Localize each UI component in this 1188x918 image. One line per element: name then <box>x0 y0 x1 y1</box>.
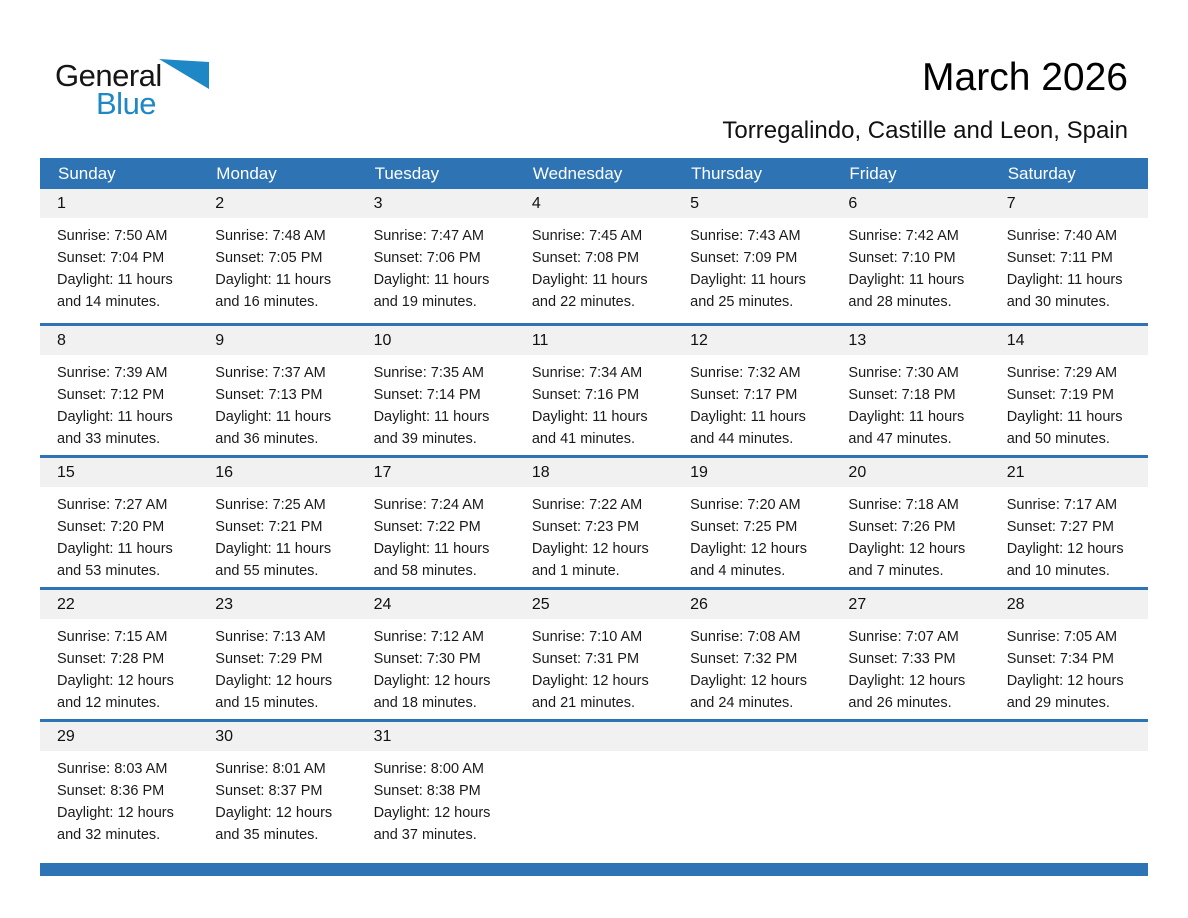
sunset-text: Sunset: 7:28 PM <box>57 651 165 667</box>
empty-number-band <box>831 722 989 751</box>
day-number: 26 <box>673 590 831 619</box>
sunrise-text: Sunrise: 7:25 AM <box>215 497 326 513</box>
sunset-text: Sunset: 7:17 PM <box>690 387 798 403</box>
daylight-text-line1: Daylight: 11 hours <box>531 409 648 425</box>
day-cell <box>40 326 198 455</box>
day-cell <box>831 326 989 455</box>
day-cell <box>198 458 356 587</box>
sunset-text: Sunset: 7:06 PM <box>373 250 481 266</box>
sunset-text: Sunset: 7:27 PM <box>1006 519 1114 535</box>
daylight-text-line2: and 15 minutes. <box>215 695 319 711</box>
sunset-text: Sunset: 8:36 PM <box>57 783 165 799</box>
daylight-text-line2: and 16 minutes. <box>215 294 319 310</box>
weekday-tuesday: Tuesday <box>374 163 440 183</box>
sunrise-text: Sunrise: 7:07 AM <box>848 629 959 645</box>
sunset-text: Sunset: 7:11 PM <box>1006 250 1113 266</box>
sunrise-text: Sunrise: 8:03 AM <box>57 761 168 777</box>
day-number: 3 <box>357 189 515 218</box>
daylight-text-line2: and 33 minutes. <box>57 431 161 447</box>
day-number: 5 <box>673 189 831 218</box>
daylight-text-line2: and 4 minutes. <box>690 563 786 579</box>
calendar-table <box>40 158 1148 851</box>
day-details <box>673 355 831 450</box>
day-number: 24 <box>357 590 515 619</box>
day-cell <box>990 458 1148 587</box>
empty-day-cell <box>673 722 831 851</box>
general-blue-logo <box>55 58 275 122</box>
sunset-text: Sunset: 8:37 PM <box>215 783 323 799</box>
daylight-text-line1: Daylight: 12 hours <box>373 805 491 821</box>
daylight-text-line2: and 1 minute. <box>531 563 620 579</box>
day-details <box>357 355 515 450</box>
daylight-text-line2: and 32 minutes. <box>57 827 161 843</box>
weekday-friday: Friday <box>849 163 897 183</box>
day-cell <box>357 189 515 323</box>
daylight-text-line1: Daylight: 12 hours <box>215 673 333 689</box>
day-cell <box>198 722 356 851</box>
daylight-text-line1: Daylight: 12 hours <box>531 673 649 689</box>
month-title: March 2026 <box>922 56 1128 99</box>
daylight-text-line1: Daylight: 12 hours <box>531 541 649 557</box>
week-row <box>40 455 1148 587</box>
daylight-text-line2: and 55 minutes. <box>215 563 319 579</box>
sunset-text: Sunset: 7:12 PM <box>57 387 165 403</box>
sunset-text: Sunset: 7:14 PM <box>373 387 481 403</box>
sunrise-text: Sunrise: 7:15 AM <box>57 629 168 645</box>
day-number: 2 <box>198 189 356 218</box>
location-subtitle: Torregalindo, Castille and Leon, Spain <box>722 117 1128 144</box>
sunset-text: Sunset: 7:10 PM <box>848 250 956 266</box>
day-details <box>198 619 356 714</box>
day-cell <box>515 590 673 719</box>
day-details <box>357 619 515 714</box>
logo-triangle-icon <box>159 59 209 94</box>
day-cell <box>673 326 831 455</box>
empty-number-band <box>673 722 831 751</box>
day-number: 28 <box>990 590 1148 619</box>
weekday-sunday: Sunday <box>58 163 116 183</box>
sunset-text: Sunset: 7:19 PM <box>1006 387 1114 403</box>
daylight-text-line2: and 22 minutes. <box>531 294 636 310</box>
empty-day-cell <box>831 722 989 851</box>
day-number: 17 <box>357 458 515 487</box>
day-cell <box>673 189 831 323</box>
day-number: 16 <box>198 458 356 487</box>
day-cell <box>198 189 356 323</box>
day-number: 29 <box>40 722 198 751</box>
sunrise-text: Sunrise: 8:00 AM <box>373 761 484 777</box>
day-details <box>990 355 1148 450</box>
sunrise-text: Sunrise: 7:10 AM <box>531 629 643 645</box>
day-details <box>831 355 989 450</box>
daylight-text-line1: Daylight: 11 hours <box>848 409 965 425</box>
day-number: 7 <box>990 189 1148 218</box>
sunset-text: Sunset: 7:25 PM <box>690 519 798 535</box>
daylight-text-line1: Daylight: 11 hours <box>57 272 173 288</box>
calendar-bottom-bar <box>40 863 1148 876</box>
daylight-text-line1: Daylight: 12 hours <box>690 541 808 557</box>
sunset-text: Sunset: 7:30 PM <box>373 651 481 667</box>
daylight-text-line1: Daylight: 12 hours <box>373 673 491 689</box>
day-number: 30 <box>198 722 356 751</box>
sunset-text: Sunset: 7:22 PM <box>373 519 481 535</box>
empty-day-cell <box>515 722 673 851</box>
sunrise-text: Sunrise: 7:43 AM <box>690 228 801 244</box>
day-details <box>831 487 989 582</box>
day-cell <box>40 189 198 323</box>
day-details <box>40 355 198 450</box>
sunset-text: Sunset: 7:23 PM <box>531 519 640 535</box>
daylight-text-line1: Daylight: 12 hours <box>1006 673 1124 689</box>
sunrise-text: Sunrise: 7:48 AM <box>215 228 326 244</box>
daylight-text-line1: Daylight: 12 hours <box>848 541 966 557</box>
day-details <box>198 751 356 846</box>
daylight-text-line2: and 36 minutes. <box>215 431 319 447</box>
day-details <box>357 751 515 846</box>
day-cell <box>357 326 515 455</box>
day-cell <box>40 590 198 719</box>
daylight-text-line1: Daylight: 11 hours <box>57 541 173 557</box>
daylight-text-line1: Daylight: 11 hours <box>373 409 490 425</box>
sunrise-text: Sunrise: 7:35 AM <box>373 365 484 381</box>
daylight-text-line2: and 47 minutes. <box>848 431 952 447</box>
daylight-text-line2: and 41 minutes. <box>531 431 636 447</box>
day-number: 27 <box>831 590 989 619</box>
week-row <box>40 719 1148 851</box>
day-number: 13 <box>831 326 989 355</box>
daylight-text-line2: and 19 minutes. <box>373 294 477 310</box>
sunset-text: Sunset: 7:32 PM <box>690 651 798 667</box>
day-details <box>990 218 1148 313</box>
sunrise-text: Sunrise: 7:18 AM <box>848 497 959 513</box>
empty-number-band <box>990 722 1148 751</box>
day-details <box>673 619 831 714</box>
sunrise-text: Sunrise: 7:12 AM <box>373 629 484 645</box>
logo-text-general: General <box>55 58 162 93</box>
sunrise-text: Sunrise: 7:30 AM <box>848 365 959 381</box>
day-cell <box>357 722 515 851</box>
daylight-text-line2: and 50 minutes. <box>1006 431 1110 447</box>
day-number: 21 <box>990 458 1148 487</box>
daylight-text-line1: Daylight: 12 hours <box>57 673 174 689</box>
day-details <box>831 218 989 313</box>
sunrise-text: Sunrise: 7:05 AM <box>1006 629 1118 645</box>
day-details <box>198 218 356 313</box>
sunrise-text: Sunrise: 7:39 AM <box>57 365 168 381</box>
day-details <box>515 355 673 450</box>
daylight-text-line2: and 44 minutes. <box>690 431 794 447</box>
sunrise-text: Sunrise: 7:27 AM <box>57 497 168 513</box>
sunset-text: Sunset: 7:09 PM <box>690 250 798 266</box>
daylight-text-line1: Daylight: 11 hours <box>57 409 173 425</box>
sunset-text: Sunset: 7:13 PM <box>215 387 323 403</box>
sunset-text: Sunset: 7:34 PM <box>1006 651 1114 667</box>
day-details <box>357 218 515 313</box>
logo-text-blue: Blue <box>96 86 157 121</box>
day-cell <box>515 326 673 455</box>
day-number: 8 <box>40 326 198 355</box>
sunrise-text: Sunrise: 7:22 AM <box>531 497 643 513</box>
day-details <box>515 487 673 582</box>
day-details <box>990 487 1148 582</box>
sunrise-text: Sunrise: 7:42 AM <box>848 228 959 244</box>
day-cell <box>198 590 356 719</box>
sunset-text: Sunset: 7:21 PM <box>215 519 323 535</box>
day-cell <box>990 189 1148 323</box>
day-cell <box>515 189 673 323</box>
sunset-text: Sunset: 7:29 PM <box>215 651 323 667</box>
daylight-text-line1: Daylight: 11 hours <box>531 272 648 288</box>
day-number: 31 <box>357 722 515 751</box>
day-cell <box>357 458 515 587</box>
weekday-monday: Monday <box>216 163 277 183</box>
sunset-text: Sunset: 8:38 PM <box>373 783 481 799</box>
daylight-text-line2: and 14 minutes. <box>57 294 161 310</box>
sunset-text: Sunset: 7:31 PM <box>531 651 640 667</box>
day-number: 23 <box>198 590 356 619</box>
daylight-text-line2: and 30 minutes. <box>1006 294 1110 310</box>
daylight-text-line1: Daylight: 12 hours <box>848 673 966 689</box>
daylight-text-line1: Daylight: 11 hours <box>1006 272 1123 288</box>
daylight-text-line1: Daylight: 11 hours <box>373 541 490 557</box>
day-number: 6 <box>831 189 989 218</box>
daylight-text-line2: and 7 minutes. <box>848 563 944 579</box>
daylight-text-line1: Daylight: 12 hours <box>1006 541 1124 557</box>
day-number: 20 <box>831 458 989 487</box>
day-number: 10 <box>357 326 515 355</box>
week-row <box>40 587 1148 719</box>
sunrise-text: Sunrise: 7:29 AM <box>1006 365 1118 381</box>
sunset-text: Sunset: 7:08 PM <box>531 250 640 266</box>
daylight-text-line2: and 26 minutes. <box>848 695 952 711</box>
sunrise-text: Sunrise: 7:37 AM <box>215 365 326 381</box>
sunset-text: Sunset: 7:33 PM <box>848 651 956 667</box>
daylight-text-line1: Daylight: 11 hours <box>848 272 965 288</box>
day-cell <box>515 458 673 587</box>
day-details <box>515 619 673 714</box>
week-row <box>40 189 1148 323</box>
day-number: 15 <box>40 458 198 487</box>
empty-number-band <box>515 722 673 751</box>
day-details <box>673 487 831 582</box>
sunrise-text: Sunrise: 7:45 AM <box>531 228 643 244</box>
day-details <box>831 619 989 714</box>
day-details <box>40 619 198 714</box>
day-number: 12 <box>673 326 831 355</box>
day-details <box>198 355 356 450</box>
daylight-text-line1: Daylight: 12 hours <box>690 673 808 689</box>
day-details <box>990 619 1148 714</box>
day-cell <box>831 189 989 323</box>
sunrise-text: Sunrise: 7:40 AM <box>1006 228 1118 244</box>
sunrise-text: Sunrise: 7:24 AM <box>373 497 484 513</box>
day-cell <box>673 458 831 587</box>
daylight-text-line1: Daylight: 11 hours <box>215 272 332 288</box>
daylight-text-line2: and 53 minutes. <box>57 563 161 579</box>
daylight-text-line2: and 35 minutes. <box>215 827 319 843</box>
sunset-text: Sunset: 7:18 PM <box>848 387 956 403</box>
day-cell <box>990 326 1148 455</box>
daylight-text-line1: Daylight: 11 hours <box>215 541 332 557</box>
sunrise-text: Sunrise: 7:17 AM <box>1006 497 1118 513</box>
day-cell <box>673 590 831 719</box>
day-number: 18 <box>515 458 673 487</box>
day-cell <box>40 722 198 851</box>
sunrise-text: Sunrise: 7:50 AM <box>57 228 168 244</box>
daylight-text-line1: Daylight: 11 hours <box>690 409 806 425</box>
day-details <box>40 751 198 846</box>
daylight-text-line2: and 21 minutes. <box>531 695 636 711</box>
day-number: 14 <box>990 326 1148 355</box>
weekday-thursday: Thursday <box>691 163 763 183</box>
weekday-wednesday: Wednesday <box>532 163 623 183</box>
sunrise-text: Sunrise: 7:13 AM <box>215 629 326 645</box>
daylight-text-line1: Daylight: 12 hours <box>57 805 174 821</box>
day-cell <box>831 458 989 587</box>
day-cell <box>357 590 515 719</box>
day-cell <box>990 590 1148 719</box>
daylight-text-line2: and 37 minutes. <box>373 827 477 843</box>
day-details <box>40 218 198 313</box>
day-details <box>673 218 831 313</box>
daylight-text-line1: Daylight: 12 hours <box>215 805 333 821</box>
weekday-saturday: Saturday <box>1007 163 1076 183</box>
weekday-header-row <box>40 158 1148 189</box>
day-cell <box>831 590 989 719</box>
daylight-text-line1: Daylight: 11 hours <box>373 272 490 288</box>
sunset-text: Sunset: 7:20 PM <box>57 519 165 535</box>
sunrise-text: Sunrise: 7:08 AM <box>690 629 801 645</box>
sunrise-text: Sunrise: 7:32 AM <box>690 365 801 381</box>
daylight-text-line2: and 25 minutes. <box>690 294 794 310</box>
sunrise-text: Sunrise: 7:34 AM <box>531 365 643 381</box>
daylight-text-line1: Daylight: 11 hours <box>215 409 332 425</box>
daylight-text-line2: and 28 minutes. <box>848 294 952 310</box>
day-details <box>515 218 673 313</box>
daylight-text-line2: and 10 minutes. <box>1006 563 1110 579</box>
sunset-text: Sunset: 7:16 PM <box>531 387 640 403</box>
day-number: 9 <box>198 326 356 355</box>
day-number: 4 <box>515 189 673 218</box>
day-number: 19 <box>673 458 831 487</box>
day-number: 22 <box>40 590 198 619</box>
day-details <box>357 487 515 582</box>
sunset-text: Sunset: 7:04 PM <box>57 250 165 266</box>
week-row <box>40 323 1148 455</box>
daylight-text-line2: and 24 minutes. <box>690 695 794 711</box>
day-cell <box>198 326 356 455</box>
daylight-text-line2: and 58 minutes. <box>373 563 477 579</box>
daylight-text-line1: Daylight: 11 hours <box>690 272 806 288</box>
sunrise-text: Sunrise: 7:20 AM <box>690 497 801 513</box>
day-cell <box>40 458 198 587</box>
daylight-text-line1: Daylight: 11 hours <box>1006 409 1123 425</box>
day-details <box>40 487 198 582</box>
daylight-text-line2: and 12 minutes. <box>57 695 161 711</box>
weeks-container <box>40 189 1148 851</box>
daylight-text-line2: and 29 minutes. <box>1006 695 1110 711</box>
sunrise-text: Sunrise: 8:01 AM <box>215 761 326 777</box>
sunset-text: Sunset: 7:05 PM <box>215 250 323 266</box>
day-number: 1 <box>40 189 198 218</box>
day-number: 11 <box>515 326 673 355</box>
sunrise-text: Sunrise: 7:47 AM <box>373 228 484 244</box>
sunset-text: Sunset: 7:26 PM <box>848 519 956 535</box>
daylight-text-line2: and 18 minutes. <box>373 695 477 711</box>
day-number: 25 <box>515 590 673 619</box>
daylight-text-line2: and 39 minutes. <box>373 431 477 447</box>
empty-day-cell <box>990 722 1148 851</box>
day-details <box>198 487 356 582</box>
